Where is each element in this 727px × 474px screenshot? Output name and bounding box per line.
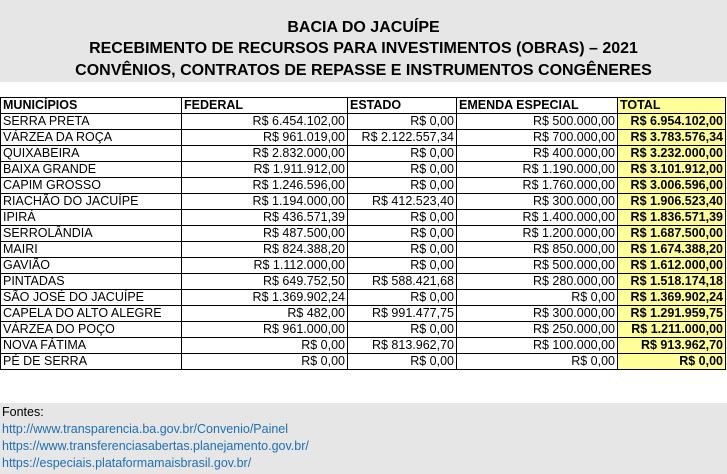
cell-estado: R$ 0,00 bbox=[348, 178, 457, 194]
cell-federal: R$ 6.454.102,00 bbox=[182, 114, 348, 130]
table-row bbox=[1, 226, 726, 242]
cell-municipio: CAPIM GROSSO bbox=[1, 178, 182, 194]
cell-emenda-especial: R$ 1.760.000,00 bbox=[457, 178, 618, 194]
cell-total: R$ 1.518.174,18 bbox=[618, 274, 726, 290]
column-header-federal: FEDERAL bbox=[182, 98, 348, 114]
cell-federal: R$ 1.112.000,00 bbox=[182, 258, 348, 274]
cell-federal: R$ 961.000,00 bbox=[182, 322, 348, 338]
table-row bbox=[1, 274, 726, 290]
table-row bbox=[1, 338, 726, 354]
sources-footer bbox=[0, 403, 727, 474]
cell-emenda-especial: R$ 850.000,00 bbox=[457, 242, 618, 258]
cell-total: R$ 3.101.912,00 bbox=[618, 162, 726, 178]
cell-municipio: SERRA PRETA bbox=[1, 114, 182, 130]
cell-emenda-especial: R$ 0,00 bbox=[457, 290, 618, 306]
cell-emenda-especial: R$ 1.190.000,00 bbox=[457, 162, 618, 178]
table-row bbox=[1, 194, 726, 210]
cell-federal: R$ 1.246.596,00 bbox=[182, 178, 348, 194]
table-row bbox=[1, 210, 726, 226]
cell-municipio: GAVIÃO bbox=[1, 258, 182, 274]
cell-total: R$ 1.369.902,24 bbox=[618, 290, 726, 306]
cell-emenda-especial: R$ 700.000,00 bbox=[457, 130, 618, 146]
cell-emenda-especial: R$ 500.000,00 bbox=[457, 114, 618, 130]
cell-estado: R$ 588.421,68 bbox=[348, 274, 457, 290]
sources-label: Fontes: bbox=[2, 405, 44, 419]
cell-total: R$ 1.612.000,00 bbox=[618, 258, 726, 274]
cell-municipio: VÁRZEA DA ROÇA bbox=[1, 130, 182, 146]
cell-federal: R$ 1.911.912,00 bbox=[182, 162, 348, 178]
cell-total: R$ 1.211.000,00 bbox=[618, 322, 726, 338]
cell-emenda-especial: R$ 280.000,00 bbox=[457, 274, 618, 290]
cell-total: R$ 3.006.596,00 bbox=[618, 178, 726, 194]
cell-estado: R$ 0,00 bbox=[348, 114, 457, 130]
table-row bbox=[1, 306, 726, 322]
cell-municipio: CAPELA DO ALTO ALEGRE bbox=[1, 306, 182, 322]
cell-estado: R$ 991.477,75 bbox=[348, 306, 457, 322]
cell-total: R$ 0,00 bbox=[618, 354, 726, 370]
cell-total: R$ 1.906.523,40 bbox=[618, 194, 726, 210]
cell-federal: R$ 436.571,39 bbox=[182, 210, 348, 226]
cell-municipio: BAIXA GRANDE bbox=[1, 162, 182, 178]
cell-estado: R$ 0,00 bbox=[348, 258, 457, 274]
cell-emenda-especial: R$ 300.000,00 bbox=[457, 306, 618, 322]
cell-federal: R$ 0,00 bbox=[182, 354, 348, 370]
cell-emenda-especial: R$ 1.200.000,00 bbox=[457, 226, 618, 242]
cell-estado: R$ 0,00 bbox=[348, 146, 457, 162]
column-header-total: TOTAL bbox=[618, 98, 726, 114]
cell-estado: R$ 0,00 bbox=[348, 322, 457, 338]
cell-emenda-especial: R$ 0,00 bbox=[457, 354, 618, 370]
cell-estado: R$ 813.962,70 bbox=[348, 338, 457, 354]
column-header-municipios: MUNICÍPIOS bbox=[1, 98, 182, 114]
cell-federal: R$ 824.388,20 bbox=[182, 242, 348, 258]
title-line-3: CONVÊNIOS, CONTRATOS DE REPASSE E INSTRUMENTOS CONGÊNERES bbox=[75, 62, 652, 79]
source-link[interactable]: http://www.transparencia.ba.gov.br/Convenio/Painel bbox=[2, 422, 289, 436]
cell-estado: R$ 412.523,40 bbox=[348, 194, 457, 210]
source-link[interactable]: https://especiais.plataformamaisbrasil.gov.br/ bbox=[2, 456, 252, 470]
cell-municipio: MAIRI bbox=[1, 242, 182, 258]
title-line-1: BACIA DO JACUÍPE bbox=[287, 19, 440, 36]
cell-federal: R$ 1.369.902,24 bbox=[182, 290, 348, 306]
table-header-row bbox=[1, 98, 726, 114]
cell-estado: R$ 0,00 bbox=[348, 162, 457, 178]
cell-federal: R$ 961.019,00 bbox=[182, 130, 348, 146]
table-row bbox=[1, 290, 726, 306]
cell-federal: R$ 1.194.000,00 bbox=[182, 194, 348, 210]
cell-municipio: PINTADAS bbox=[1, 274, 182, 290]
cell-emenda-especial: R$ 400.000,00 bbox=[457, 146, 618, 162]
cell-estado: R$ 0,00 bbox=[348, 226, 457, 242]
cell-emenda-especial: R$ 500.000,00 bbox=[457, 258, 618, 274]
title-line-2: RECEBIMENTO DE RECURSOS PARA INVESTIMENTOS (OBRAS) – 2021 bbox=[89, 40, 638, 57]
title-block bbox=[0, 0, 727, 82]
cell-total: R$ 1.836.571,39 bbox=[618, 210, 726, 226]
table-row bbox=[1, 162, 726, 178]
cell-municipio: SÃO JOSÉ DO JACUÍPE bbox=[1, 290, 182, 306]
cell-federal: R$ 482,00 bbox=[182, 306, 348, 322]
cell-emenda-especial: R$ 250.000,00 bbox=[457, 322, 618, 338]
cell-total: R$ 3.232.000,00 bbox=[618, 146, 726, 162]
cell-total: R$ 1.687.500,00 bbox=[618, 226, 726, 242]
table-row bbox=[1, 354, 726, 370]
cell-federal: R$ 487.500,00 bbox=[182, 226, 348, 242]
table-row bbox=[1, 146, 726, 162]
cell-municipio: RIACHÃO DO JACUÍPE bbox=[1, 194, 182, 210]
cell-municipio: SERROLÂNDIA bbox=[1, 226, 182, 242]
column-header-emenda-especial: EMENDA ESPECIAL bbox=[457, 98, 618, 114]
column-header-estado: ESTADO bbox=[348, 98, 457, 114]
cell-total: R$ 6.954.102,00 bbox=[618, 114, 726, 130]
cell-estado: R$ 0,00 bbox=[348, 354, 457, 370]
cell-federal: R$ 0,00 bbox=[182, 338, 348, 354]
cell-estado: R$ 0,00 bbox=[348, 210, 457, 226]
cell-emenda-especial: R$ 100.000,00 bbox=[457, 338, 618, 354]
cell-municipio: PÉ DE SERRA bbox=[1, 354, 182, 370]
cell-federal: R$ 649.752,50 bbox=[182, 274, 348, 290]
cell-estado: R$ 2.122.557,34 bbox=[348, 130, 457, 146]
cell-federal: R$ 2.832.000,00 bbox=[182, 146, 348, 162]
cell-municipio: NOVA FÁTIMA bbox=[1, 338, 182, 354]
table-row bbox=[1, 322, 726, 338]
cell-municipio: IPIRÁ bbox=[1, 210, 182, 226]
cell-municipio: QUIXABEIRA bbox=[1, 146, 182, 162]
table-row bbox=[1, 178, 726, 194]
cell-total: R$ 1.674.388,20 bbox=[618, 242, 726, 258]
table-row bbox=[1, 258, 726, 274]
cell-emenda-especial: R$ 300.000,00 bbox=[457, 194, 618, 210]
table-row bbox=[1, 242, 726, 258]
cell-total: R$ 3.783.576,34 bbox=[618, 130, 726, 146]
cell-estado: R$ 0,00 bbox=[348, 242, 457, 258]
cell-total: R$ 913.962,70 bbox=[618, 338, 726, 354]
cell-estado: R$ 0,00 bbox=[348, 290, 457, 306]
source-link[interactable]: https://www.transferenciasabertas.planejamento.gov.br/ bbox=[2, 439, 309, 453]
cell-emenda-especial: R$ 1.400.000,00 bbox=[457, 210, 618, 226]
table-row bbox=[1, 114, 726, 130]
table-row bbox=[1, 130, 726, 146]
cell-total: R$ 1.291.959,75 bbox=[618, 306, 726, 322]
resources-table bbox=[0, 97, 726, 370]
cell-municipio: VÁRZEA DO POÇO bbox=[1, 322, 182, 338]
